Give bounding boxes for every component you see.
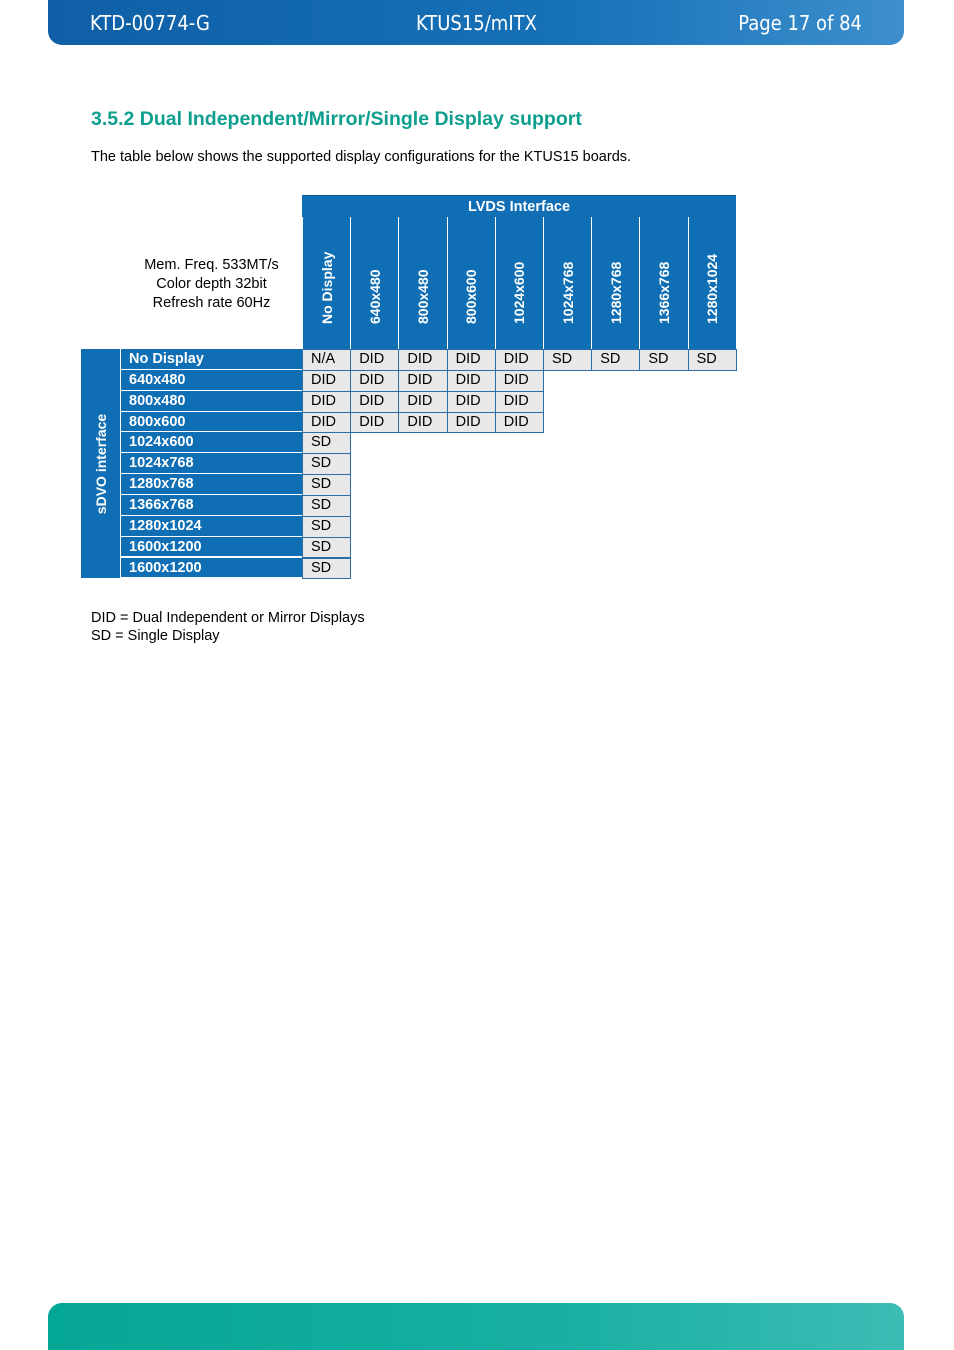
intro-text: The table below shows the supported display configurations for the KTUS15 boards. <box>91 149 632 165</box>
column-header-label: No Display <box>318 251 335 324</box>
section-title: 3.5.2 Dual Independent/Mirror/Single Display support <box>91 108 582 130</box>
table-cell: SD <box>543 349 592 371</box>
row-label: 800x600 <box>121 412 302 433</box>
table-cell: DID <box>350 412 399 434</box>
sdvo-header <box>81 349 120 578</box>
table-cell: SD <box>591 349 640 371</box>
table-cell: DID <box>350 391 399 413</box>
column-header <box>639 217 687 350</box>
column-header <box>591 217 639 350</box>
column-header-label: 1280x768 <box>607 261 624 324</box>
page-footer <box>48 1303 904 1350</box>
page-header <box>48 0 904 45</box>
table-cell: DID <box>447 412 496 434</box>
row-label: 1280x1024 <box>121 516 302 537</box>
row-label: 1280x768 <box>121 474 302 495</box>
table-cell: SD <box>639 349 688 371</box>
table-cell: DID <box>398 412 447 434</box>
column-header <box>302 217 350 350</box>
table-cell: DID <box>302 412 351 434</box>
table-cell: DID <box>495 349 544 371</box>
table-cell: DID <box>447 370 496 392</box>
table-cell: SD <box>688 349 737 371</box>
table-cell: SD <box>302 537 351 559</box>
row-label: 1600x1200 <box>121 558 302 579</box>
table-cell: DID <box>495 370 544 392</box>
lvds-header: LVDS Interface <box>302 195 736 217</box>
page-number: Page 17 of 84 <box>738 11 862 35</box>
table-cell: N/A <box>302 349 351 371</box>
table-cell: DID <box>447 349 496 371</box>
table-cell: DID <box>495 412 544 434</box>
legend <box>91 609 365 645</box>
row-label: 640x480 <box>121 370 302 391</box>
legend-sd: SD = Single Display <box>91 628 220 644</box>
table-cell: DID <box>398 391 447 413</box>
table-cell: SD <box>302 558 351 580</box>
table-cell: DID <box>350 370 399 392</box>
column-header-label: 800x480 <box>414 269 431 324</box>
sdvo-header-label: sDVO interface <box>92 413 109 514</box>
memo-line: Mem. Freq. 533MT/s <box>144 257 279 273</box>
column-header-label: 1366x768 <box>655 261 672 324</box>
table-cell: SD <box>302 474 351 496</box>
row-label: 800x480 <box>121 391 302 412</box>
row-label: 1024x768 <box>121 453 302 474</box>
column-header-label: 1024x600 <box>511 261 528 324</box>
table-cell: DID <box>350 349 399 371</box>
row-label: 1024x600 <box>121 432 302 453</box>
column-header-label: 640x480 <box>366 269 383 324</box>
table-cell: DID <box>398 349 447 371</box>
table-cell: SD <box>302 516 351 538</box>
table-cell: DID <box>302 370 351 392</box>
column-header <box>495 217 543 350</box>
memo-line: Color depth 32bit <box>156 276 267 292</box>
column-header-label: 1280x1024 <box>704 253 721 324</box>
column-header-label: 1024x768 <box>559 261 576 324</box>
doc-id: KTD-00774-G <box>90 11 210 35</box>
column-header <box>543 217 591 350</box>
row-label: 1366x768 <box>121 495 302 516</box>
legend-did: DID = Dual Independent or Mirror Displays <box>91 610 365 626</box>
memo-line: Refresh rate 60Hz <box>152 295 271 311</box>
row-label: 1600x1200 <box>121 537 302 558</box>
table-cell: DID <box>447 391 496 413</box>
table-cell: SD <box>302 495 351 517</box>
column-header <box>350 217 398 350</box>
row-label: No Display <box>121 349 302 370</box>
product-name: KTUS15/mITX <box>416 11 537 35</box>
table-cell: DID <box>495 391 544 413</box>
table-memo <box>121 256 302 313</box>
table-cell: DID <box>398 370 447 392</box>
table-cell: DID <box>302 391 351 413</box>
table-cell: SD <box>302 432 351 454</box>
column-header <box>398 217 446 350</box>
column-header-label: 800x600 <box>463 269 480 324</box>
column-header <box>688 217 736 350</box>
table-cell: SD <box>302 453 351 475</box>
column-header <box>447 217 495 350</box>
